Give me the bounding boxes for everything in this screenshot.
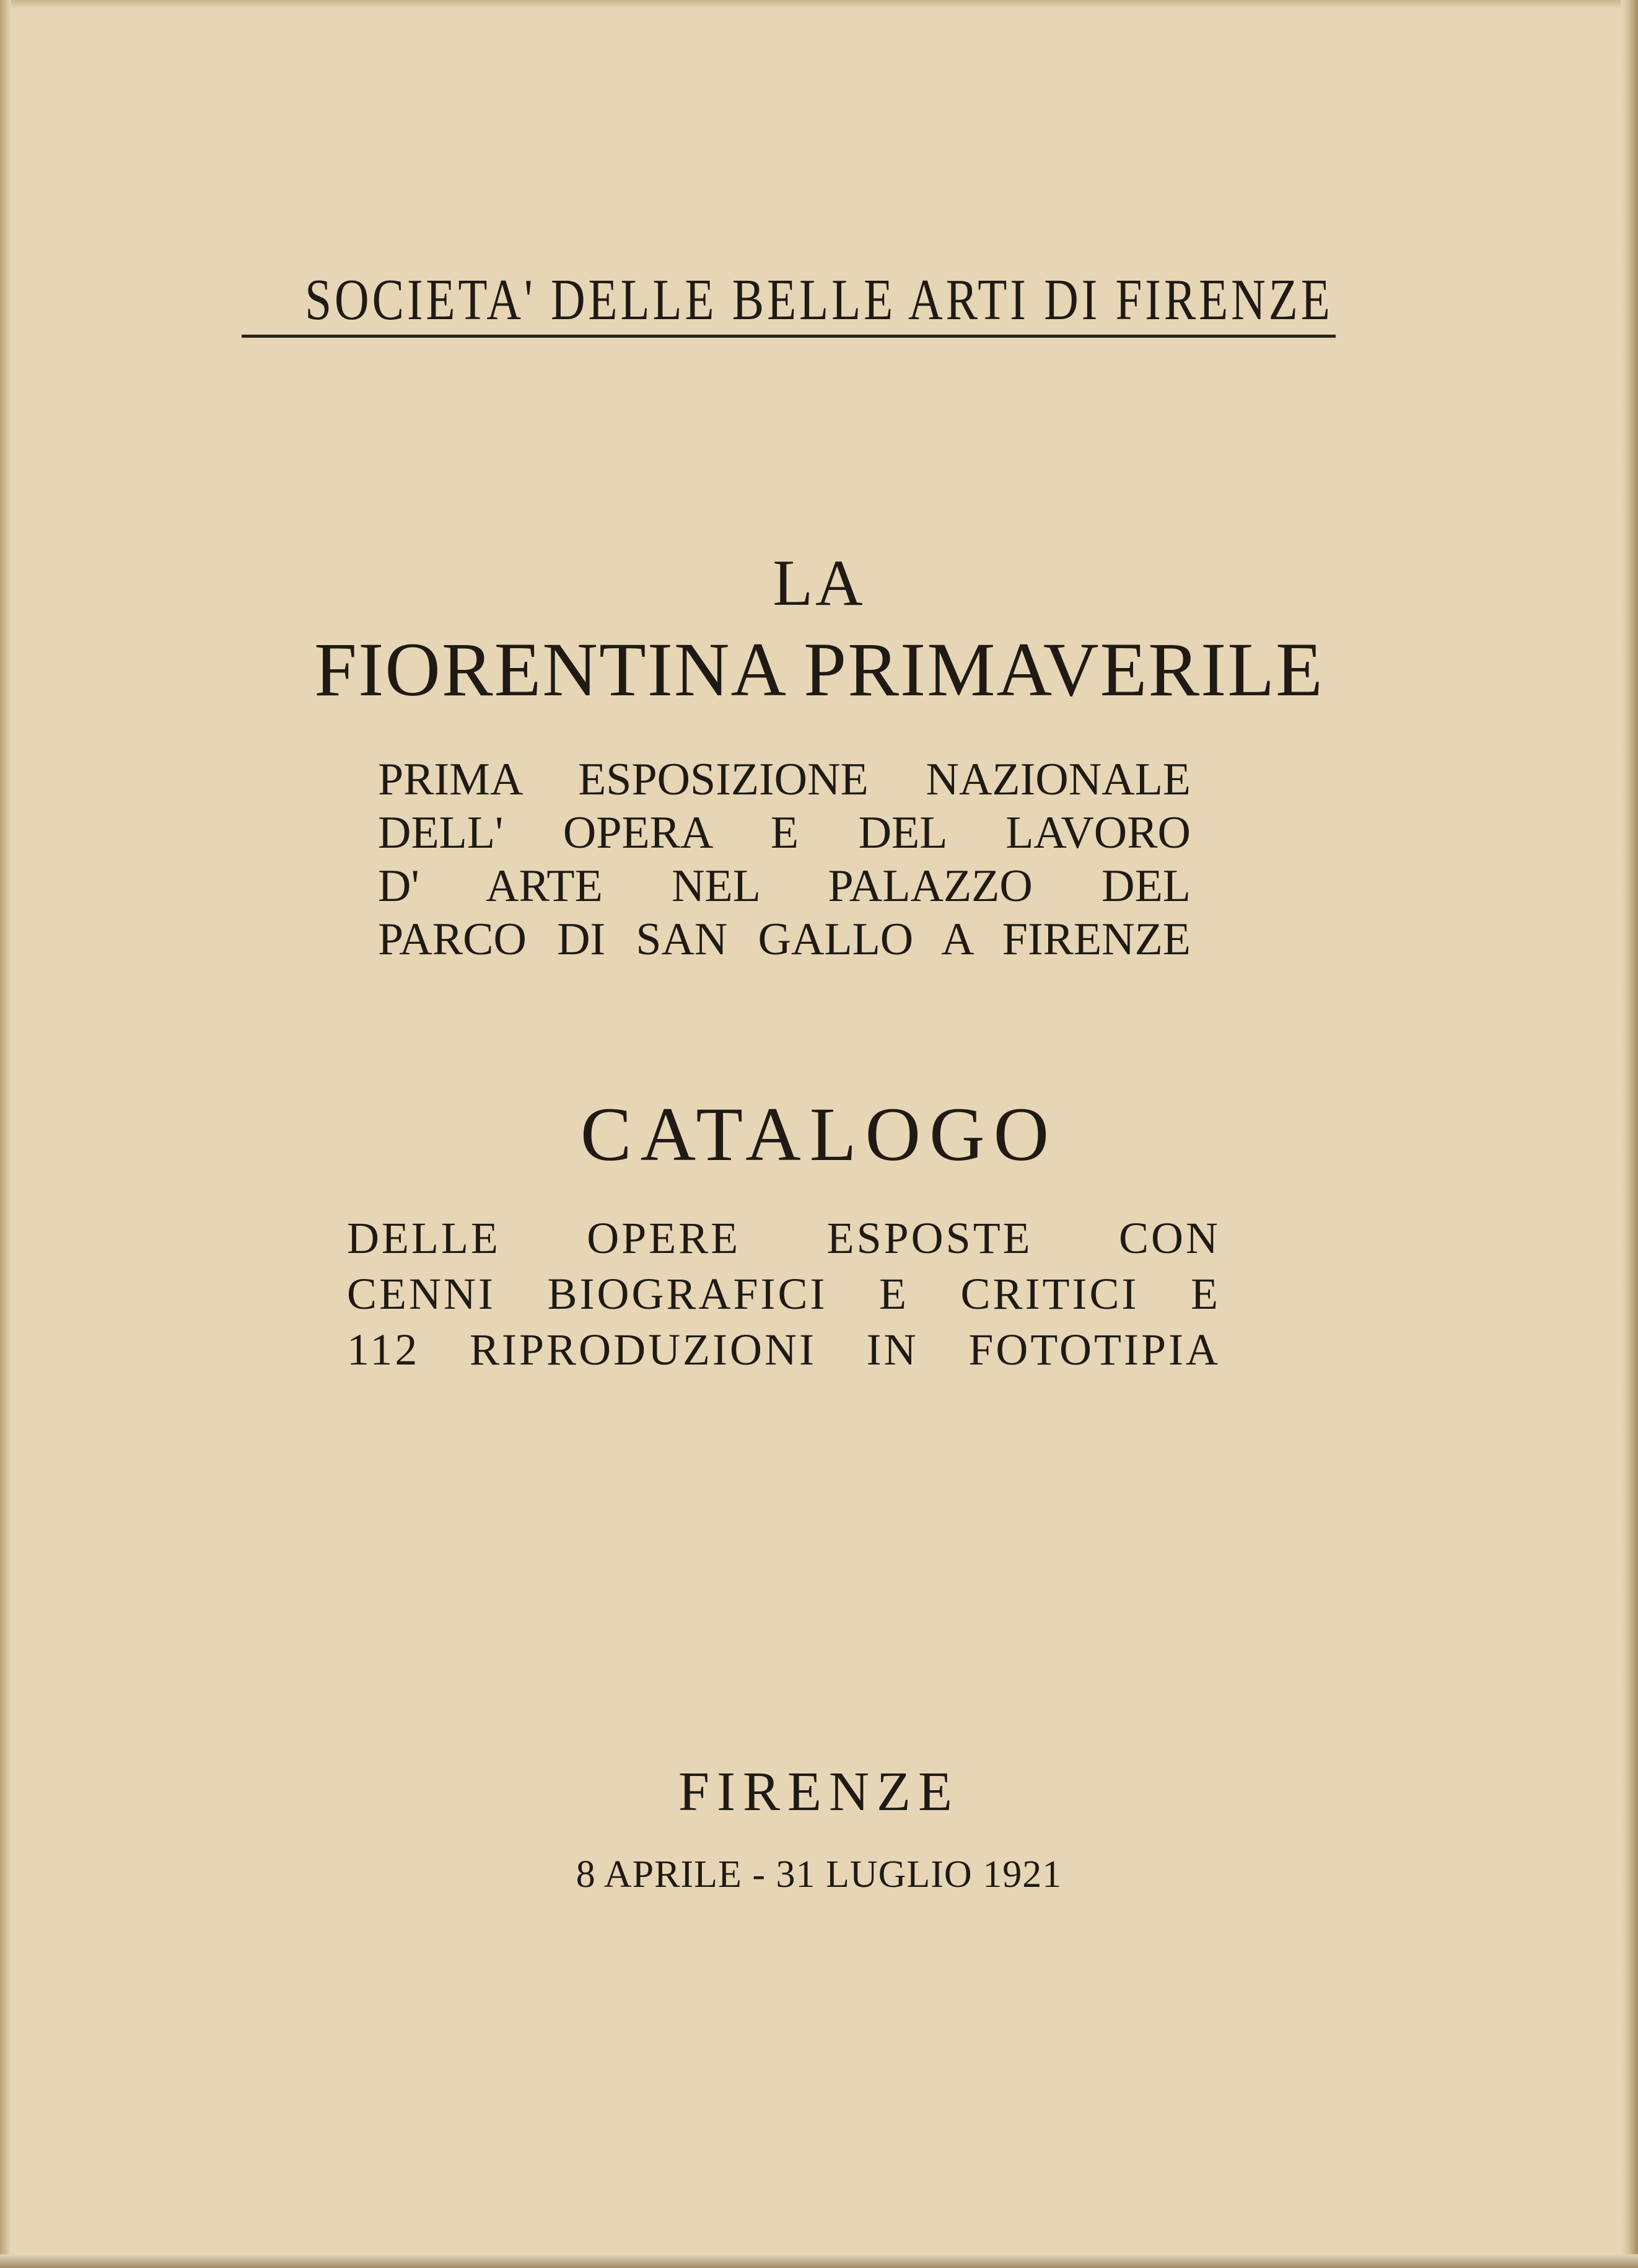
subtitle-line: PRIMA ESPOSIZIONE NAZIONALE [378, 754, 1191, 805]
catalog-heading: CATALOGO [580, 1092, 1058, 1177]
title-article: LA [773, 547, 865, 619]
description-line: CENNI BIOGRAFICI E CRITICI E [347, 1269, 1220, 1319]
society-heading: SOCIETA' DELLE BELLE ARTI DI FIRENZE [305, 268, 1333, 332]
description-line: 112 RIPRODUZIONI IN FOTOTIPIA [347, 1325, 1220, 1374]
subtitle-line: D' ARTE NEL PALAZZO DEL [378, 861, 1191, 912]
page-edge-bottom [0, 2254, 1638, 2268]
exhibition-dates: 8 APRILE - 31 LUGLIO 1921 [576, 1853, 1062, 1896]
subtitle-line: PARCO DI SAN GALLO A FIRENZE [378, 914, 1191, 965]
publication-city: FIRENZE [678, 1761, 960, 1822]
main-title: FIORENTINA PRIMAVERILE [314, 627, 1324, 712]
description-line: DELLE OPERE ESPOSTE CON [347, 1213, 1220, 1263]
society-underline [242, 335, 1336, 338]
page-edge-top [0, 0, 1638, 9]
subtitle-line: DELL' OPERA E DEL LAVORO [378, 807, 1191, 858]
